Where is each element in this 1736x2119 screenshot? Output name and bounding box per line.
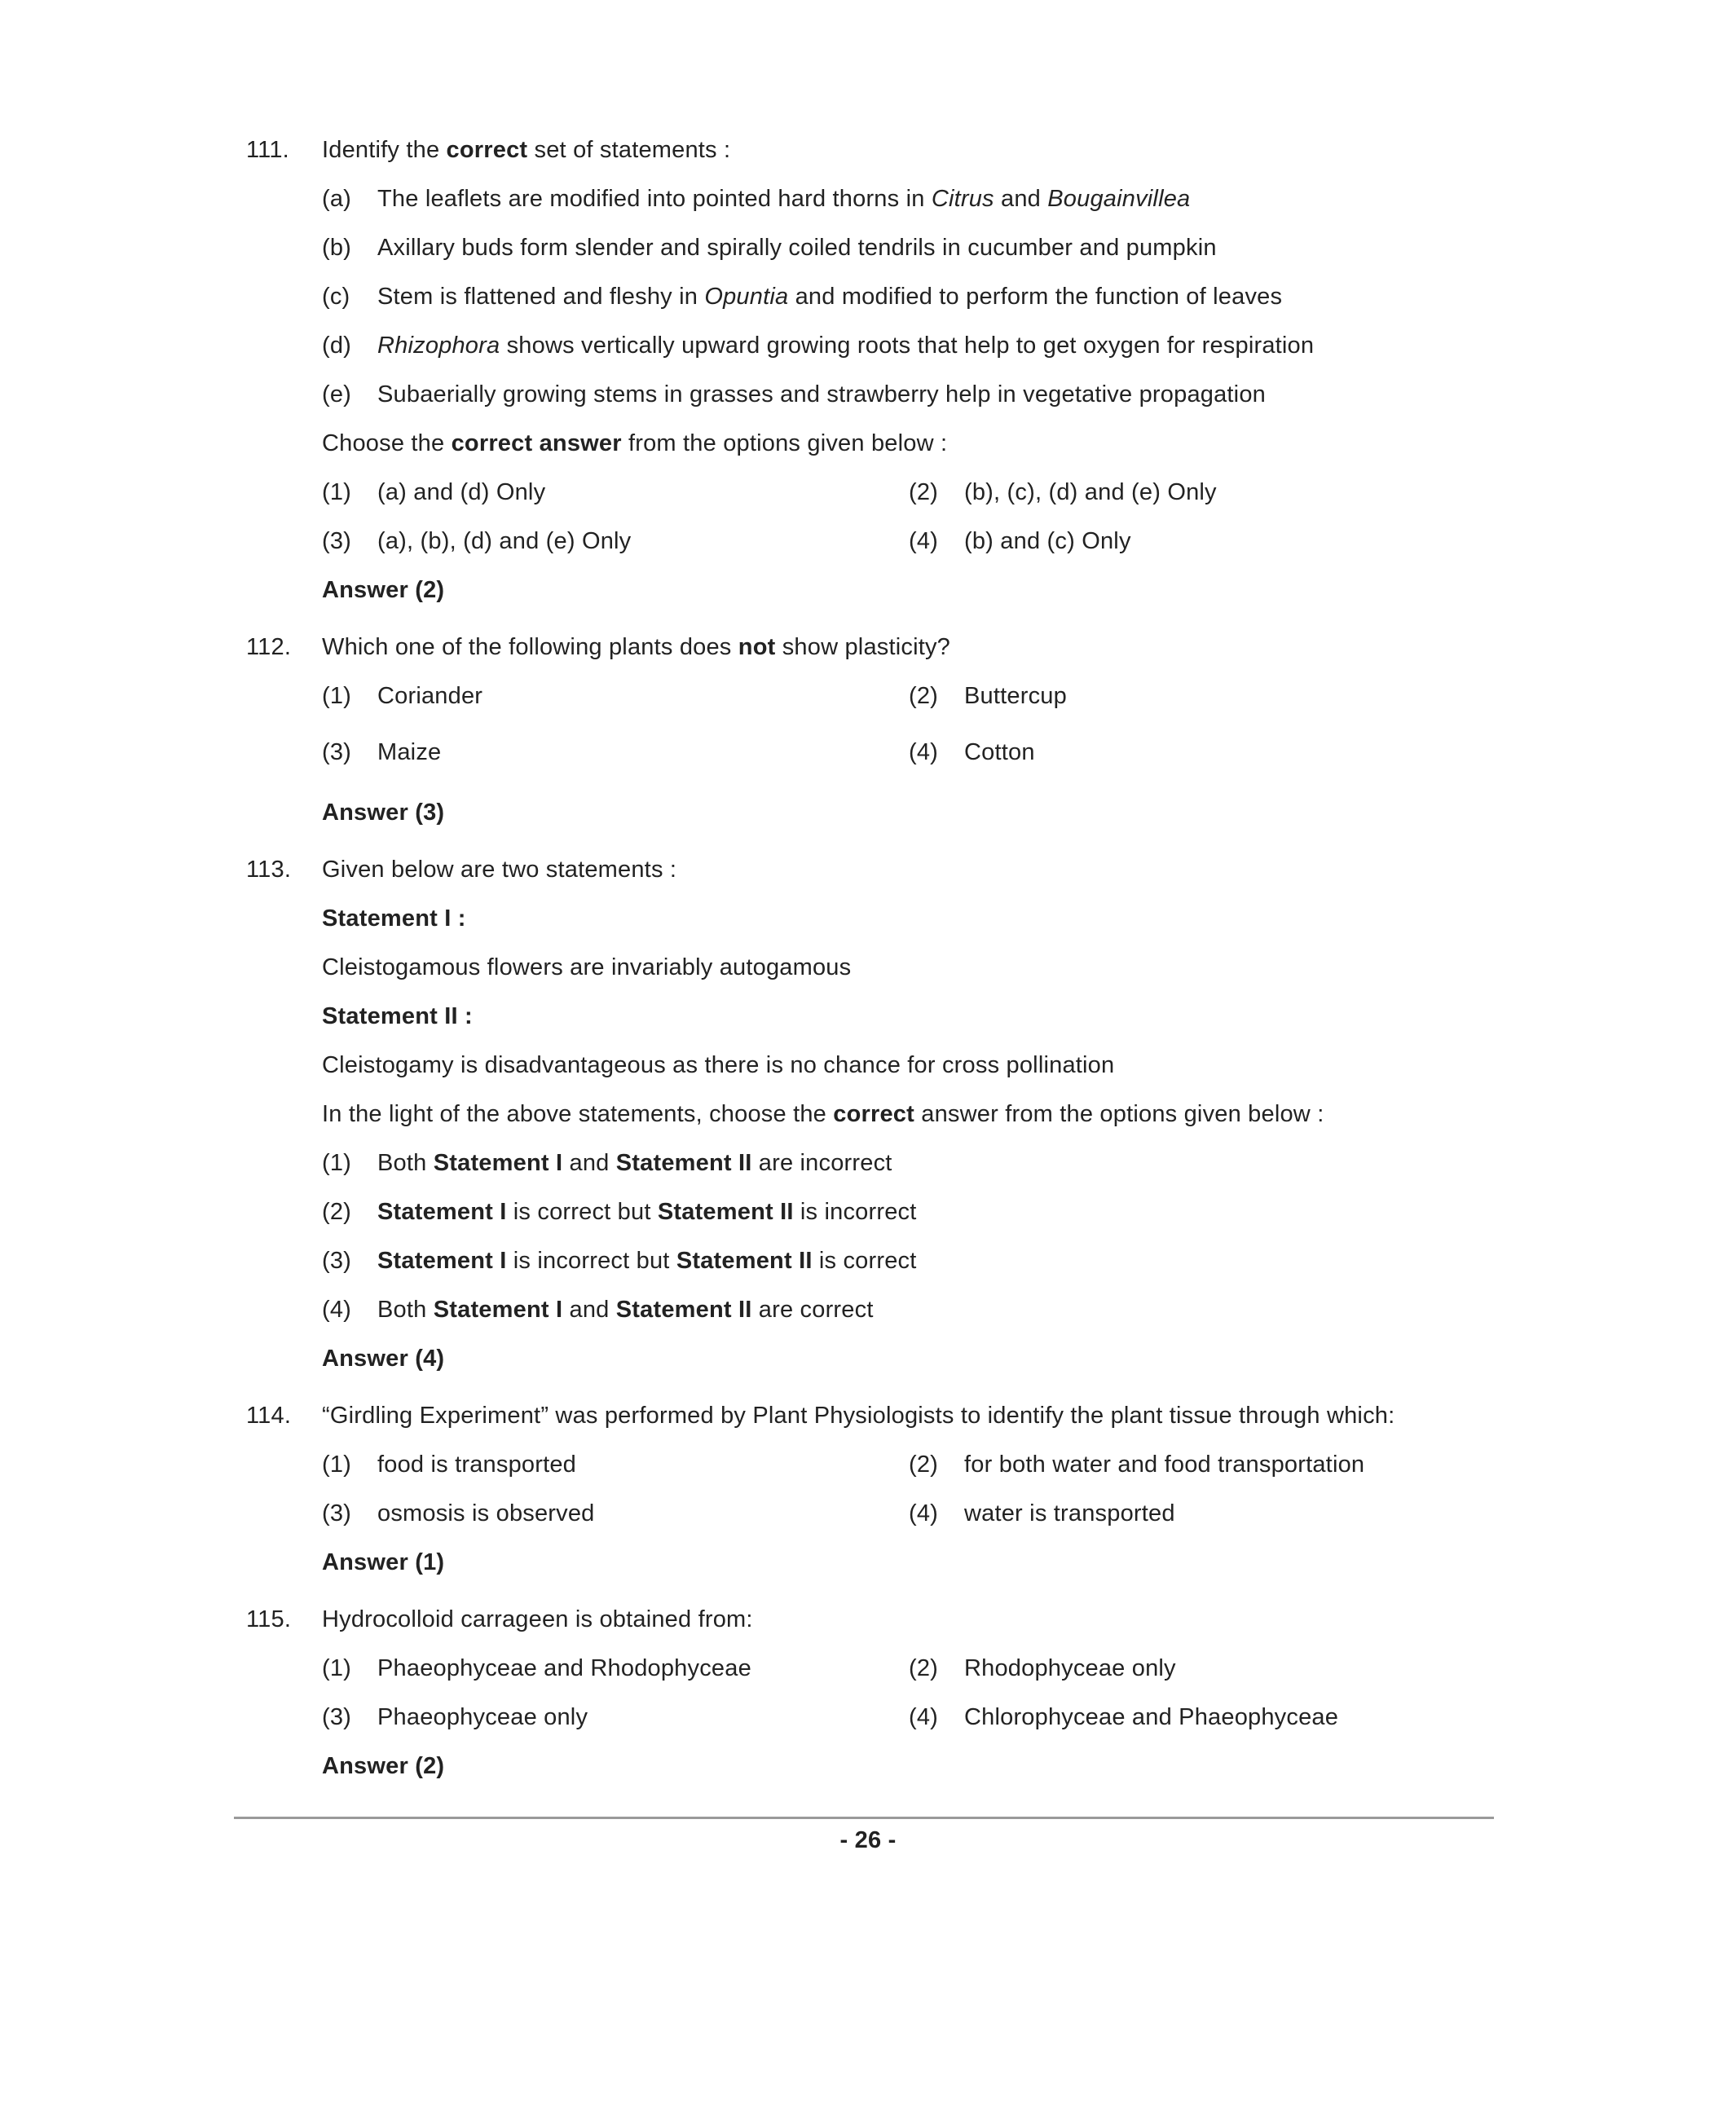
- statement-heading: Statement I :: [322, 905, 466, 932]
- statement-text: Rhizophora shows vertically upward growing roots that help to get oxygen for respiration: [377, 333, 1315, 359]
- option-label: (4): [909, 1704, 939, 1730]
- question-stem: Given below are two statements :: [322, 857, 677, 883]
- option-label: (3): [322, 1704, 352, 1730]
- option-label: (3): [322, 1500, 352, 1526]
- question-stem: Which one of the following plants does not show plasticity?: [322, 634, 951, 660]
- option-text: osmosis is observed: [377, 1500, 595, 1526]
- option-label: (2): [909, 1452, 939, 1478]
- statement-text: Stem is flattened and fleshy in Opuntia and modified to perform the function of leaves: [377, 284, 1283, 310]
- statement-label: (a): [322, 186, 352, 212]
- option-label: (4): [322, 1297, 352, 1323]
- option-label: (1): [322, 683, 352, 709]
- option-text: Statement I is incorrect but Statement II is correct: [377, 1248, 917, 1274]
- option-text: Chlorophyceae and Phaeophyceae: [964, 1704, 1339, 1730]
- answer: Answer (4): [322, 1346, 445, 1372]
- option-text: Maize: [377, 739, 442, 765]
- option-text: Rhodophyceae only: [964, 1655, 1176, 1681]
- page-number: - 26 -: [839, 1827, 897, 1853]
- option-label: (4): [909, 1500, 939, 1526]
- option-text: (a), (b), (d) and (e) Only: [377, 528, 632, 554]
- option-label: (1): [322, 1655, 352, 1681]
- footer-divider: [234, 1817, 1494, 1819]
- question-number: 114.: [246, 1403, 292, 1429]
- statement-text: The leaflets are modified into pointed hard thorns in Citrus and Bougainvillea: [377, 186, 1191, 212]
- statement-text: Cleistogamous flowers are invariably autogamous: [322, 954, 852, 980]
- option-label: (3): [322, 1248, 352, 1274]
- option-label: (2): [909, 683, 939, 709]
- answer: Answer (2): [322, 1753, 445, 1779]
- statement-text: Axillary buds form slender and spirally coiled tendrils in cucumber and pumpkin: [377, 235, 1217, 261]
- option-text: (b) and (c) Only: [964, 528, 1131, 554]
- question-number: 115.: [246, 1606, 292, 1632]
- question-number: 111.: [246, 137, 289, 163]
- option-text: Buttercup: [964, 683, 1067, 709]
- option-label: (3): [322, 528, 352, 554]
- choose-instruction: Choose the correct answer from the options given below :: [322, 430, 948, 456]
- answer: Answer (3): [322, 800, 445, 826]
- question-stem: “Girdling Experiment” was performed by Plant Physiologists to identify the plant tissue through which:: [322, 1403, 1395, 1429]
- question-number: 112.: [246, 634, 292, 660]
- option-label: (1): [322, 1150, 352, 1176]
- option-label: (3): [322, 739, 352, 765]
- option-text: Both Statement I and Statement II are correct: [377, 1297, 874, 1323]
- option-label: (2): [909, 1655, 939, 1681]
- statement-label: (c): [322, 284, 350, 310]
- option-text: Cotton: [964, 739, 1035, 765]
- option-text: Statement I is correct but Statement II is incorrect: [377, 1199, 917, 1225]
- option-text: Both Statement I and Statement II are incorrect: [377, 1150, 892, 1176]
- option-text: for both water and food transportation: [964, 1452, 1365, 1478]
- option-text: water is transported: [964, 1500, 1175, 1526]
- option-text: Phaeophyceae and Rhodophyceae: [377, 1655, 751, 1681]
- option-text: (a) and (d) Only: [377, 479, 546, 505]
- statement-label: (b): [322, 235, 352, 261]
- statement-text: Cleistogamy is disadvantageous as there is no chance for cross pollination: [322, 1052, 1115, 1078]
- option-label: (2): [909, 479, 939, 505]
- statement-heading: Statement II :: [322, 1003, 473, 1029]
- question-number: 113.: [246, 857, 292, 883]
- statement-label: (e): [322, 381, 352, 408]
- option-label: (4): [909, 739, 939, 765]
- option-text: food is transported: [377, 1452, 576, 1478]
- answer: Answer (1): [322, 1549, 445, 1575]
- option-label: (1): [322, 479, 352, 505]
- question-stem: Hydrocolloid carrageen is obtained from:: [322, 1606, 753, 1632]
- option-text: Phaeophyceae only: [377, 1704, 588, 1730]
- answer: Answer (2): [322, 577, 445, 603]
- option-text: (b), (c), (d) and (e) Only: [964, 479, 1217, 505]
- statement-text: Subaerially growing stems in grasses and strawberry help in vegetative propagation: [377, 381, 1266, 408]
- option-text: Coriander: [377, 683, 483, 709]
- option-label: (4): [909, 528, 939, 554]
- question-stem: Identify the correct set of statements :: [322, 137, 731, 163]
- statement-label: (d): [322, 333, 352, 359]
- choose-instruction: In the light of the above statements, choose the correct answer from the options given below :: [322, 1101, 1324, 1127]
- option-label: (1): [322, 1452, 352, 1478]
- option-label: (2): [322, 1199, 352, 1225]
